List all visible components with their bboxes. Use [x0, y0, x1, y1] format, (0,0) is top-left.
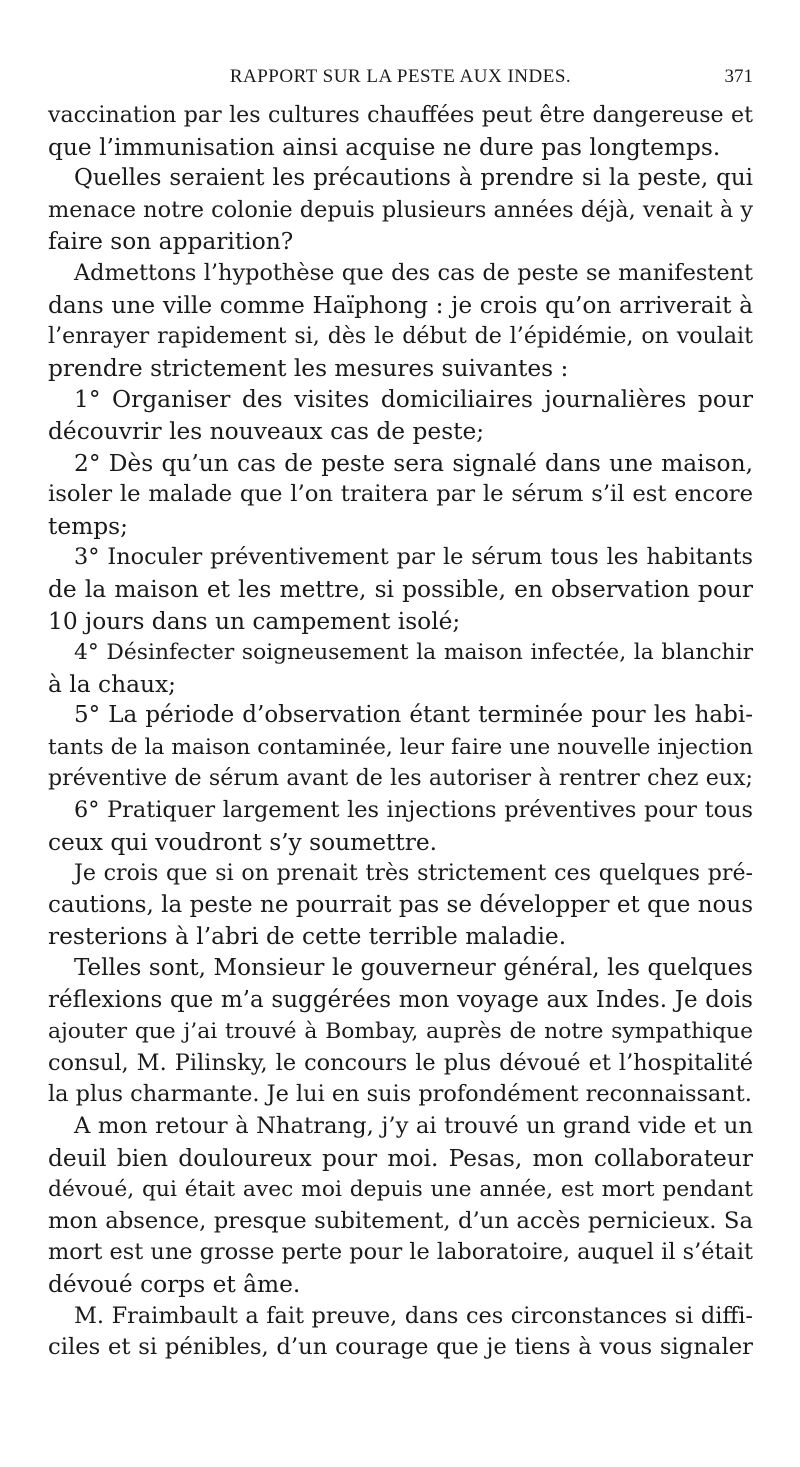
- text-line: ajouter que j’ai trouvé à Bombay, auprès de notre sympathique: [48, 1019, 753, 1045]
- text-line: resterions à l’abri de cette terrible maladie.: [48, 923, 567, 951]
- text-line: 1° Organiser des visites domiciliaires journalières pour: [74, 386, 753, 414]
- text-line: la plus charmante. Je lui en suis profondément reconnaissant.: [48, 1081, 752, 1108]
- page-header: [48, 66, 753, 92]
- text-line: Admettons l’hypothèse que des cas de peste se manifestent: [74, 259, 753, 286]
- text-line: Je crois que si on prenait très strictement ces quelques pré-: [74, 860, 753, 887]
- text-line: 10 jours dans un campement isolé;: [48, 607, 461, 635]
- text-line: deuil bien douloureux pour moi. Pesas, mon collaborateur: [48, 1144, 753, 1172]
- running-head: RAPPORT SUR LA PESTE AUX INDES.: [229, 66, 572, 87]
- text-line: faire son apparition?: [48, 228, 294, 256]
- text-line: 2° Dès qu’un cas de peste sera signalé dans une maison,: [74, 449, 753, 477]
- text-line: M. Fraimbault a fait preuve, dans ces circonstances si diffi-: [74, 1302, 753, 1329]
- text-line: 5° La période d’observation étant terminée pour les habi-: [74, 702, 753, 729]
- text-line: menace notre colonie depuis plusieurs années déjà, venait à y: [48, 196, 753, 223]
- text-line: vaccination par les cultures chauffées peut être dangereuse et: [48, 102, 753, 128]
- text-line: isoler le malade que l’on traitera par le sérum s’il est encore: [48, 481, 753, 508]
- text-line: A mon retour à Nhatrang, j’y ai trouvé un grand vide et un: [74, 1113, 753, 1139]
- text-line: 4° Désinfecter soigneusement la maison infectée, la blanchir: [74, 640, 753, 666]
- text-line: 3° Inoculer préventivement par le sérum tous les habitants: [74, 544, 753, 571]
- text-line: tants de la maison contaminée, leur faire une nouvelle injection: [48, 734, 754, 760]
- text-line: à la chaux;: [48, 670, 176, 698]
- text-line: que l’immunisation ainsi acquise ne dure pas longtemps.: [48, 133, 721, 161]
- text-line: Telles sont, Monsieur le gouverneur général, les quelques: [74, 955, 753, 982]
- text-line: ciles et si pénibles, d’un courage que je tiens à vous signaler: [48, 1334, 753, 1361]
- text-line: prendre strictement les mesures suivantes :: [48, 354, 569, 382]
- text-line: cautions, la peste ne pourrait pas se développer et que nous: [48, 891, 753, 918]
- text-line: dévoué corps et âme.: [48, 1270, 301, 1298]
- text-line: Quelles seraient les précautions à prendre si la peste, qui: [74, 165, 753, 192]
- text-line: découvrir les nouveaux cas de peste;: [48, 417, 485, 445]
- text-line: consul, M. Pilinsky, le concours le plus dévoué et l’hospitalité: [48, 1049, 753, 1076]
- page-number: 371: [724, 66, 753, 87]
- text-line: temps;: [48, 512, 128, 540]
- text-line: ceux qui voudront s’y soumettre.: [48, 828, 438, 856]
- text-line: 6° Pratiquer largement les injections préventives pour tous: [74, 797, 753, 824]
- text-line: mort est une grosse perte pour le laboratoire, auquel il s’était: [48, 1239, 753, 1266]
- text-line: mon absence, presque subitement, d’un accès pernicieux. Sa: [48, 1207, 753, 1234]
- text-line: préventive de sérum avant de les autoriser à rentrer chez eux;: [48, 765, 753, 792]
- text-line: de la maison et les mettre, si possible, en observation pour: [48, 575, 753, 603]
- text-line: l’enrayer rapidement si, dès le début de l’épidémie, on voulait: [48, 323, 753, 350]
- body-text: [48, 100, 753, 1364]
- text-line: dans une ville comme Haïphong : je crois qu’on arriverait à: [48, 291, 753, 319]
- text-line: dévoué, qui était avec moi depuis une année, est mort pendant: [48, 1177, 753, 1203]
- text-line: réflexions que m’a suggérées mon voyage aux Indes. Je dois: [48, 986, 753, 1013]
